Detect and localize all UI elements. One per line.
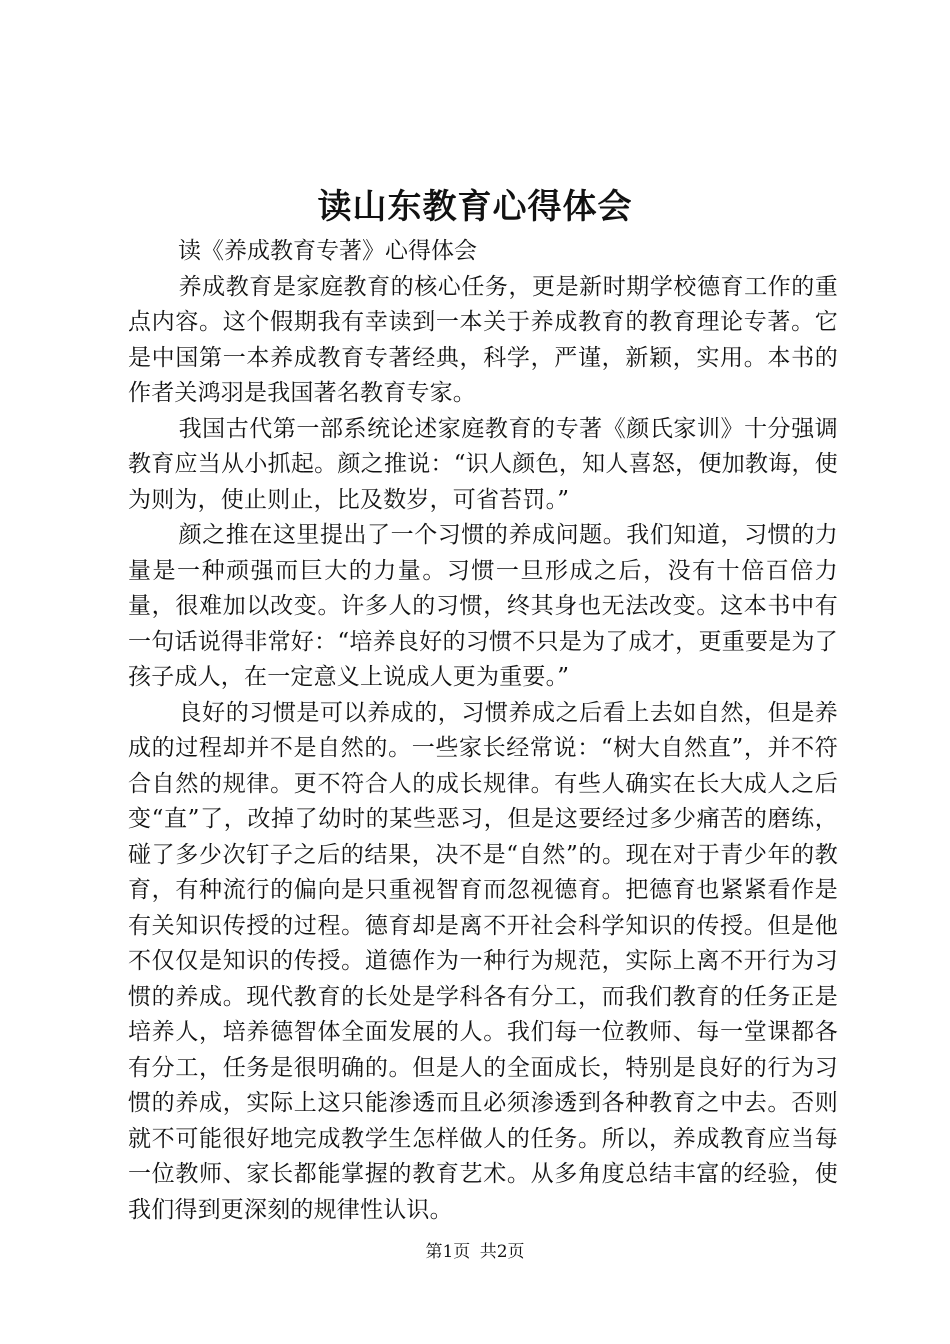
page-number: 第1页 [425,1242,471,1262]
document-title: 读山东教育心得体会 [317,187,633,227]
paragraph-4: 良好的习惯是可以养成的，习惯养成之后看上去如自然，但是养成的过程却并不是自然的。一些家长经常说：“树大自然直”，并不符合自然的规律。更不符合人的成长规律。有些人确实在长大成人之后变“直”了，改掉了幼时的某些恶习，但是这要经过多少痛苦的磨练，碰了多少次钉子之后的结果，决不是“自然”的。现在对于青少年的教育，有种流行的偏向是只重视智育而忽视德育。把德育也紧紧看作是有关知识传授的过程。德育却是离不开社会科学知识的传授。但是他不仅仅是知识的传授。道德作为一种行为规范，实际上离不开行为习惯的养成。现代教育的长处是学科各有分工，而我们教育的任务正是培养人，培养德智体全面发展的人。我们每一位教师、每一堂课都各有分工，任务是很明确的。但是人的全面成长，特别是良好的行为习惯的养成，实际上这只能渗透而且必须渗透到各种教育之中去。否则就不可能很好地完成教学生怎样做人的任务。所以，养成教育应当每一位教师、家长都能掌握的教育艺术。从多角度总结丰富的经验，使我们得到更深刻的规律性认识。 [128,699,838,1223]
document-subtitle: 读《养成教育专著》心得体会 [178,238,477,264]
paragraph-3: 颜之推在这里提出了一个习惯的养成问题。我们知道，习惯的力量是一种顽强而巨大的力量。习惯一旦形成之后，没有十倍百倍力量，很难加以改变。许多人的习惯，终其身也无法改变。这本书中有一句话说得非常好：“培养良好的习惯不只是为了成才，更重要是为了孩子成人，在一定意义上说成人更为重要。” [128,522,838,690]
page-total: 共2页 [479,1242,525,1262]
page-footer [0,1240,950,1264]
document-body [128,234,838,1228]
paragraph-1: 养成教育是家庭教育的核心任务，更是新时期学校德育工作的重点内容。这个假期我有幸读到一本关于养成教育的教育理论专著。它是中国第一本养成教育专著经典，科学，严谨，新颖，实用。本书的作者关鸿羽是我国著名教育专家。 [128,273,838,406]
paragraph-2: 我国古代第一部系统论述家庭教育的专著《颜氏家训》十分强调教育应当从小抓起。颜之推说：“识人颜色，知人喜怒，便加教诲，使为则为，使止则止，比及数岁，可省苔罚。” [128,415,838,513]
